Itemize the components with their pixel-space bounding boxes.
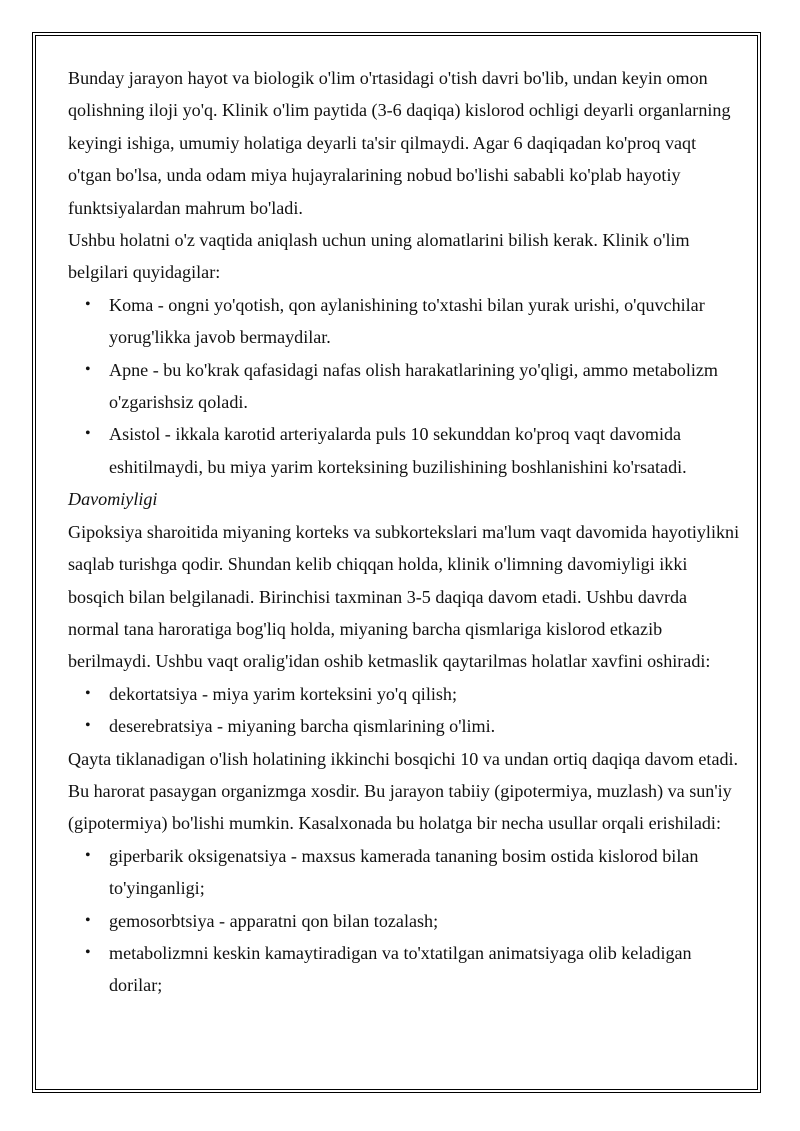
- list-item: • Asistol - ikkala karotid arteriyalarda puls 10 sekunddan ko'proq vaqt davomida eshitilmaydi, bu miya yarim korteksining buzilishining boshlanishini ko'rsatadi.: [68, 418, 742, 483]
- methods-list: [68, 840, 742, 1002]
- list-item: • deserebratsiya - miyaning barcha qismlarining o'limi.: [68, 710, 742, 742]
- paragraph-intro: Bunday jarayon hayot va biologik o'lim o'rtasidagi o'tish davri bo'lib, undan keyin omon qolishning iloji yo'q. Klinik o'lim paytida (3-6 daqiqa) kislorod ochligi deyarli organlarning keyingi ishiga, umumiy holatiga deyarli ta'sir qilmaydi. Agar 6 daqiqadan ko'proq vaqt o'tgan bo'lsa, unda odam miya hujayralarining nobud bo'lishi sababli ko'plab hayotiy funktsiyalardan mahrum bo'ladi.: [68, 68, 731, 218]
- list-item: • dekortatsiya - miya yarim korteksini yo'q qilish;: [68, 678, 742, 710]
- symptoms-list: [68, 289, 742, 483]
- irreversible-states-list: [68, 678, 742, 743]
- list-item: • gemosorbtsiya - apparatni qon bilan tozalash;: [68, 905, 742, 937]
- list-item: • Apne - bu ko'krak qafasidagi nafas olish harakatlarining yo'qligi, ammo metabolizm o'zgarishsiz qoladi.: [68, 354, 742, 419]
- list-item: • giperbarik oksigenatsiya - maxsus kamerada tananing bosim ostida kislorod bilan to'yinganligi;: [68, 840, 742, 905]
- paragraph-duration: Gipoksiya sharoitida miyaning korteks va subkortekslari ma'lum vaqt davomida hayotiylikni saqlab turishga qodir. Shundan kelib chiqqan holda, klinik o'limning davomiyligi ikki bosqich bilan belgilanadi. Birinchisi taxminan 3-5 daqiqa davom etadi. Ushbu davrda normal tana haroratiga bog'liq holda, miyaning barcha qismlariga kislorod etkazib berilmaydi. Ushbu vaqt oralig'idan oshib ketmaslik qaytarilmas holatlar xavfini oshiradi:: [68, 521, 740, 672]
- document-body: [68, 62, 742, 1002]
- list-item: • Koma - ongni yo'qotish, qon aylanishining to'xtashi bilan yurak urishi, o'quvchilar yorug'likka javob bermaydilar.: [68, 289, 742, 354]
- paragraph-second-stage: Qayta tiklanadigan o'lish holatining ikkinchi bosqichi 10 va undan ortiq daqiqa davom etadi. Bu harorat pasaygan organizmga xosdir. Bu jarayon tabiiy (gipotermiya, muzlash) va sun'iy (gipotermiya) bo'lishi mumkin. Kasalxonada bu holatga bir necha usullar orqali erishiladi:: [68, 748, 739, 834]
- list-item: • metabolizmni keskin kamaytiradigan va to'xtatilgan animatsiyaga olib keladigan dorilar;: [68, 937, 742, 1002]
- paragraph-symptoms-intro: Ushbu holatni o'z vaqtida aniqlash uchun uning alomatlarini bilish kerak. Klinik o'lim belgilari quyidagilar:: [68, 230, 690, 283]
- section-heading: Davomiyligi: [68, 489, 158, 510]
